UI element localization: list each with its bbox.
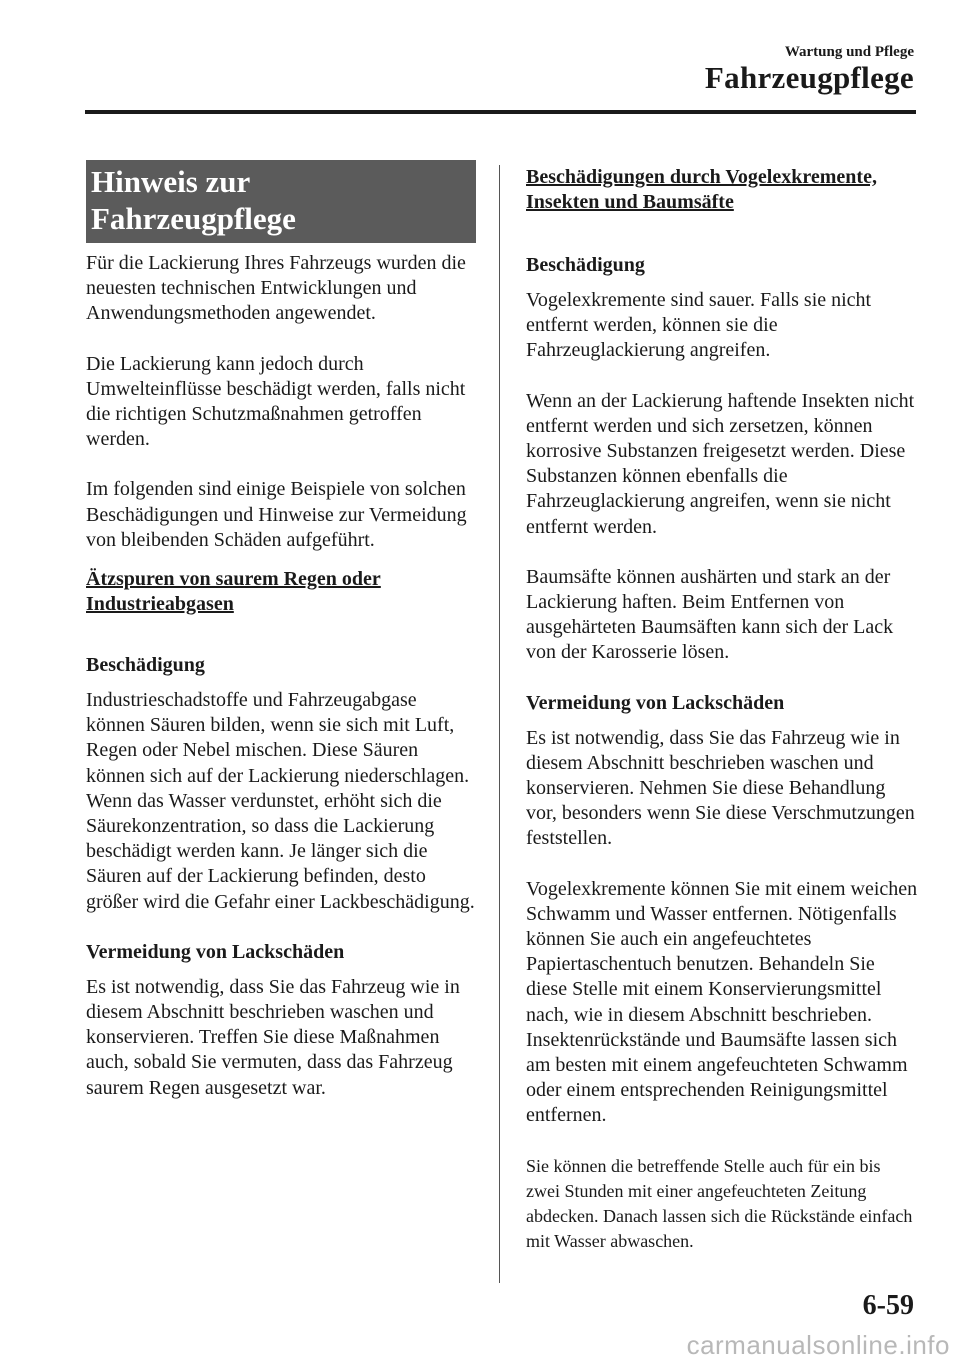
acid-rain-heading	[86, 567, 476, 617]
page-number: 6-59	[862, 1290, 914, 1321]
prevention-heading: Vermeidung von Lackschäden	[526, 691, 785, 714]
damage-paragraph-3: Baumsäfte können aushärten und stark an der Lackierung haften. Beim Entfernen von ausgehärteten Baumsäften kann sich der Lack von der Karosserie lösen.	[526, 565, 894, 664]
right-column	[526, 165, 918, 1279]
intro-paragraph-3: Im folgenden sind einige Beispiele von solchen Beschädigungen und Hinweise zur Vermeidung von bleibenden Schäden aufgeführt.	[86, 478, 467, 551]
column-divider	[499, 165, 500, 1283]
prevention-paragraph-1: Es ist notwendig, dass Sie das Fahrzeug wie in diesem Abschnitt beschrieben waschen und konservieren. Nehmen Sie diese Behandlung vor, besonders wenn Sie diese Verschmutzungen feststellen.	[526, 726, 915, 850]
birds-heading-line-2: Insekten und Baumsäfte	[526, 191, 734, 213]
banner-line-2: Fahrzeugpflege	[91, 201, 296, 236]
prevention-paragraph: Es ist notwendig, dass Sie das Fahrzeug wie in diesem Abschnitt beschrieben waschen und konservieren. Treffen Sie diese Maßnahmen auch, sobald Sie vermuten, dass das Fahrzeug saurem Regen ausgesetzt war.	[86, 975, 460, 1099]
intro-paragraph-1: Für die Lackierung Ihres Fahrzeugs wurden die neuesten technischen Entwicklungen und Anwendungsmethoden angewendet.	[86, 252, 466, 325]
header-divider	[85, 110, 916, 114]
section-label: Wartung und Pflege	[784, 44, 914, 60]
acid-rain-heading-line-1: Ätzspuren von saurem Regen oder	[86, 568, 381, 591]
birds-heading-line-1: Beschädigungen durch Vogelexkremente,	[526, 166, 877, 188]
prevention-paragraph-3: Sie können die betreffende Stelle auch für ein bis zwei Stunden mit einer angefeuchteten Zeitung abdecken. Danach lassen sich die Rückstände einfach mit Wasser abwaschen.	[526, 1155, 913, 1251]
damage-paragraph-2: Wenn an der Lackierung haftende Insekten nicht entfernt werden und sich zersetzen, können korrosive Substanzen freigesetzt werden. Diese Substanzen können ebenfalls die Fahrzeuglackierung angreifen, wenn sie nicht entfernt werden.	[526, 389, 915, 538]
intro-paragraph-2: Die Lackierung kann jedoch durch Umwelteinflüsse beschädigt werden, falls nicht die richtigen Schutzmaßnahmen getroffen werden.	[86, 352, 466, 451]
prevention-heading: Vermeidung von Lackschäden	[86, 940, 345, 963]
banner-line-1: Hinweis zur	[91, 164, 251, 199]
chapter-title: Fahrzeugpflege	[704, 60, 914, 95]
damage-heading: Beschädigung	[526, 254, 645, 276]
birds-insects-heading	[526, 165, 918, 215]
watermark-text: carmanualsonline.info	[686, 1330, 950, 1360]
left-column	[86, 160, 476, 1126]
acid-rain-heading-line-2: Industrieabgasen	[86, 593, 234, 616]
damage-paragraph: Industrieschadstoffe und Fahrzeugabgase können Säuren bilden, wenn sie sich mit Luft, Regen oder Nebel mischen. Diese Säuren können sich auf der Lackierung niederschlagen. Wenn das Wasser verdunstet, erhöht sich die Säurekonzentration, so dass die Lackierung beschädigt werden kann. Je länger sich die Säuren auf der Lackierung befinden, desto größer wird die Gefahr einer Lackbeschädigung.	[86, 689, 475, 913]
damage-heading: Beschädigung	[86, 654, 205, 677]
prevention-paragraph-2: Vogelexkremente können Sie mit einem weichen Schwamm und Wasser entfernen. Nötigenfalls können Sie auch ein angefeuchtetes Papiertaschentuch benutzen. Behandeln Sie diese Stelle mit einem Konservierungsmittel nach, wie in diesem Abschnitt beschrieben. Insektenrückstände und Baumsäfte lassen sich am besten mit einem angefeuchteten Schwamm oder einem entsprechenden Reinigungsmittel entfernen.	[526, 877, 918, 1127]
damage-paragraph-1: Vogelexkremente sind sauer. Falls sie nicht entfernt werden, können sie die Fahrzeuglackierung angreifen.	[526, 289, 872, 362]
section-banner	[86, 160, 476, 243]
